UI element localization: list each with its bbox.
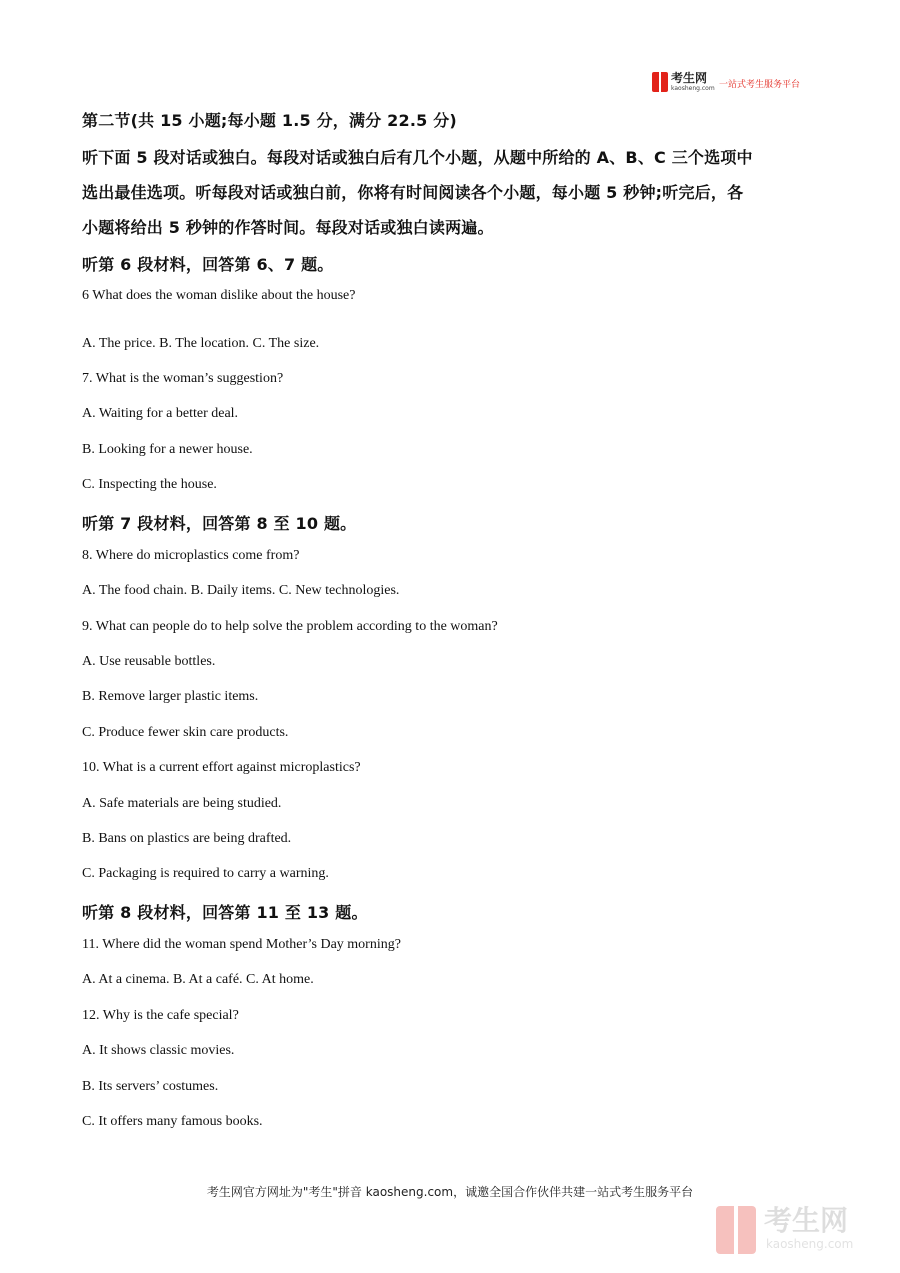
logo-domain: kaosheng.com [671, 85, 715, 92]
question-7-option-c: C. Inspecting the house. [82, 477, 217, 492]
question-7: 7. What is the woman’s suggestion? [82, 371, 284, 386]
question-12-option-c: C. It offers many famous books. [82, 1114, 263, 1129]
footer-text: 考生网官方网址为"考生"拼音 kaosheng.com，诚邀全国合作伙伴共建一站式考生服务平台 [206, 1185, 694, 1199]
question-10-option-c: C. Packaging is required to carry a warning. [82, 866, 329, 881]
watermark-logo [716, 1204, 886, 1256]
watermark-name: 考生网 [764, 1204, 849, 1237]
question-9: 9. What can people do to help solve the problem according to the woman? [82, 619, 498, 634]
logo-slogan: 一站式考生服务平台 [719, 80, 801, 90]
question-8: 8. Where do microplastics come from? [82, 548, 300, 563]
part-6-heading: 听第 6 段材料，回答第 6、7 题。 [82, 255, 334, 274]
logo-icon [652, 72, 668, 92]
question-8-options: A. The food chain. B. Daily items. C. New technologies. [82, 583, 400, 598]
question-11-options: A. At a cinema. B. At a café. C. At home. [82, 972, 314, 987]
section-title: 第二节(共 15 小题;每小题 1.5 分，满分 22.5 分) [82, 111, 457, 130]
instruction-line-1: 听下面 5 段对话或独白。每段对话或独白后有几个小题，从题中所给的 A、B、C 三个选项中 [82, 148, 753, 167]
question-9-option-a: A. Use reusable bottles. [82, 654, 216, 669]
question-9-option-b: B. Remove larger plastic items. [82, 689, 259, 704]
instruction-line-2: 选出最佳选项。听每段对话或独白前，你将有时间阅读各个小题，每小题 5 秒钟;听完后，各 [82, 183, 744, 202]
question-12-option-a: A. It shows classic movies. [82, 1043, 235, 1058]
question-9-option-c: C. Produce fewer skin care products. [82, 725, 289, 740]
question-6: 6 What does the woman dislike about the house? [82, 288, 356, 303]
part-8-heading: 听第 8 段材料，回答第 11 至 13 题。 [82, 903, 368, 922]
part-7-heading: 听第 7 段材料，回答第 8 至 10 题。 [82, 514, 357, 533]
question-7-option-a: A. Waiting for a better deal. [82, 406, 239, 421]
question-6-options: A. The price. B. The location. C. The size. [82, 336, 320, 351]
header-logo [652, 72, 822, 96]
question-10: 10. What is a current effort against microplastics? [82, 760, 361, 775]
question-11: 11. Where did the woman spend Mother’s Day morning? [82, 937, 401, 952]
question-12-option-b: B. Its servers’ costumes. [82, 1079, 219, 1094]
instruction-line-3: 小题将给出 5 秒钟的作答时间。每段对话或独白读两遍。 [82, 218, 494, 237]
question-12: 12. Why is the cafe special? [82, 1008, 239, 1023]
question-7-option-b: B. Looking for a newer house. [82, 442, 253, 457]
watermark-icon [716, 1206, 756, 1254]
watermark-domain: kaosheng.com [766, 1237, 854, 1251]
logo-name: 考生网 [671, 71, 708, 85]
question-10-option-a: A. Safe materials are being studied. [82, 796, 282, 811]
question-10-option-b: B. Bans on plastics are being drafted. [82, 831, 292, 846]
